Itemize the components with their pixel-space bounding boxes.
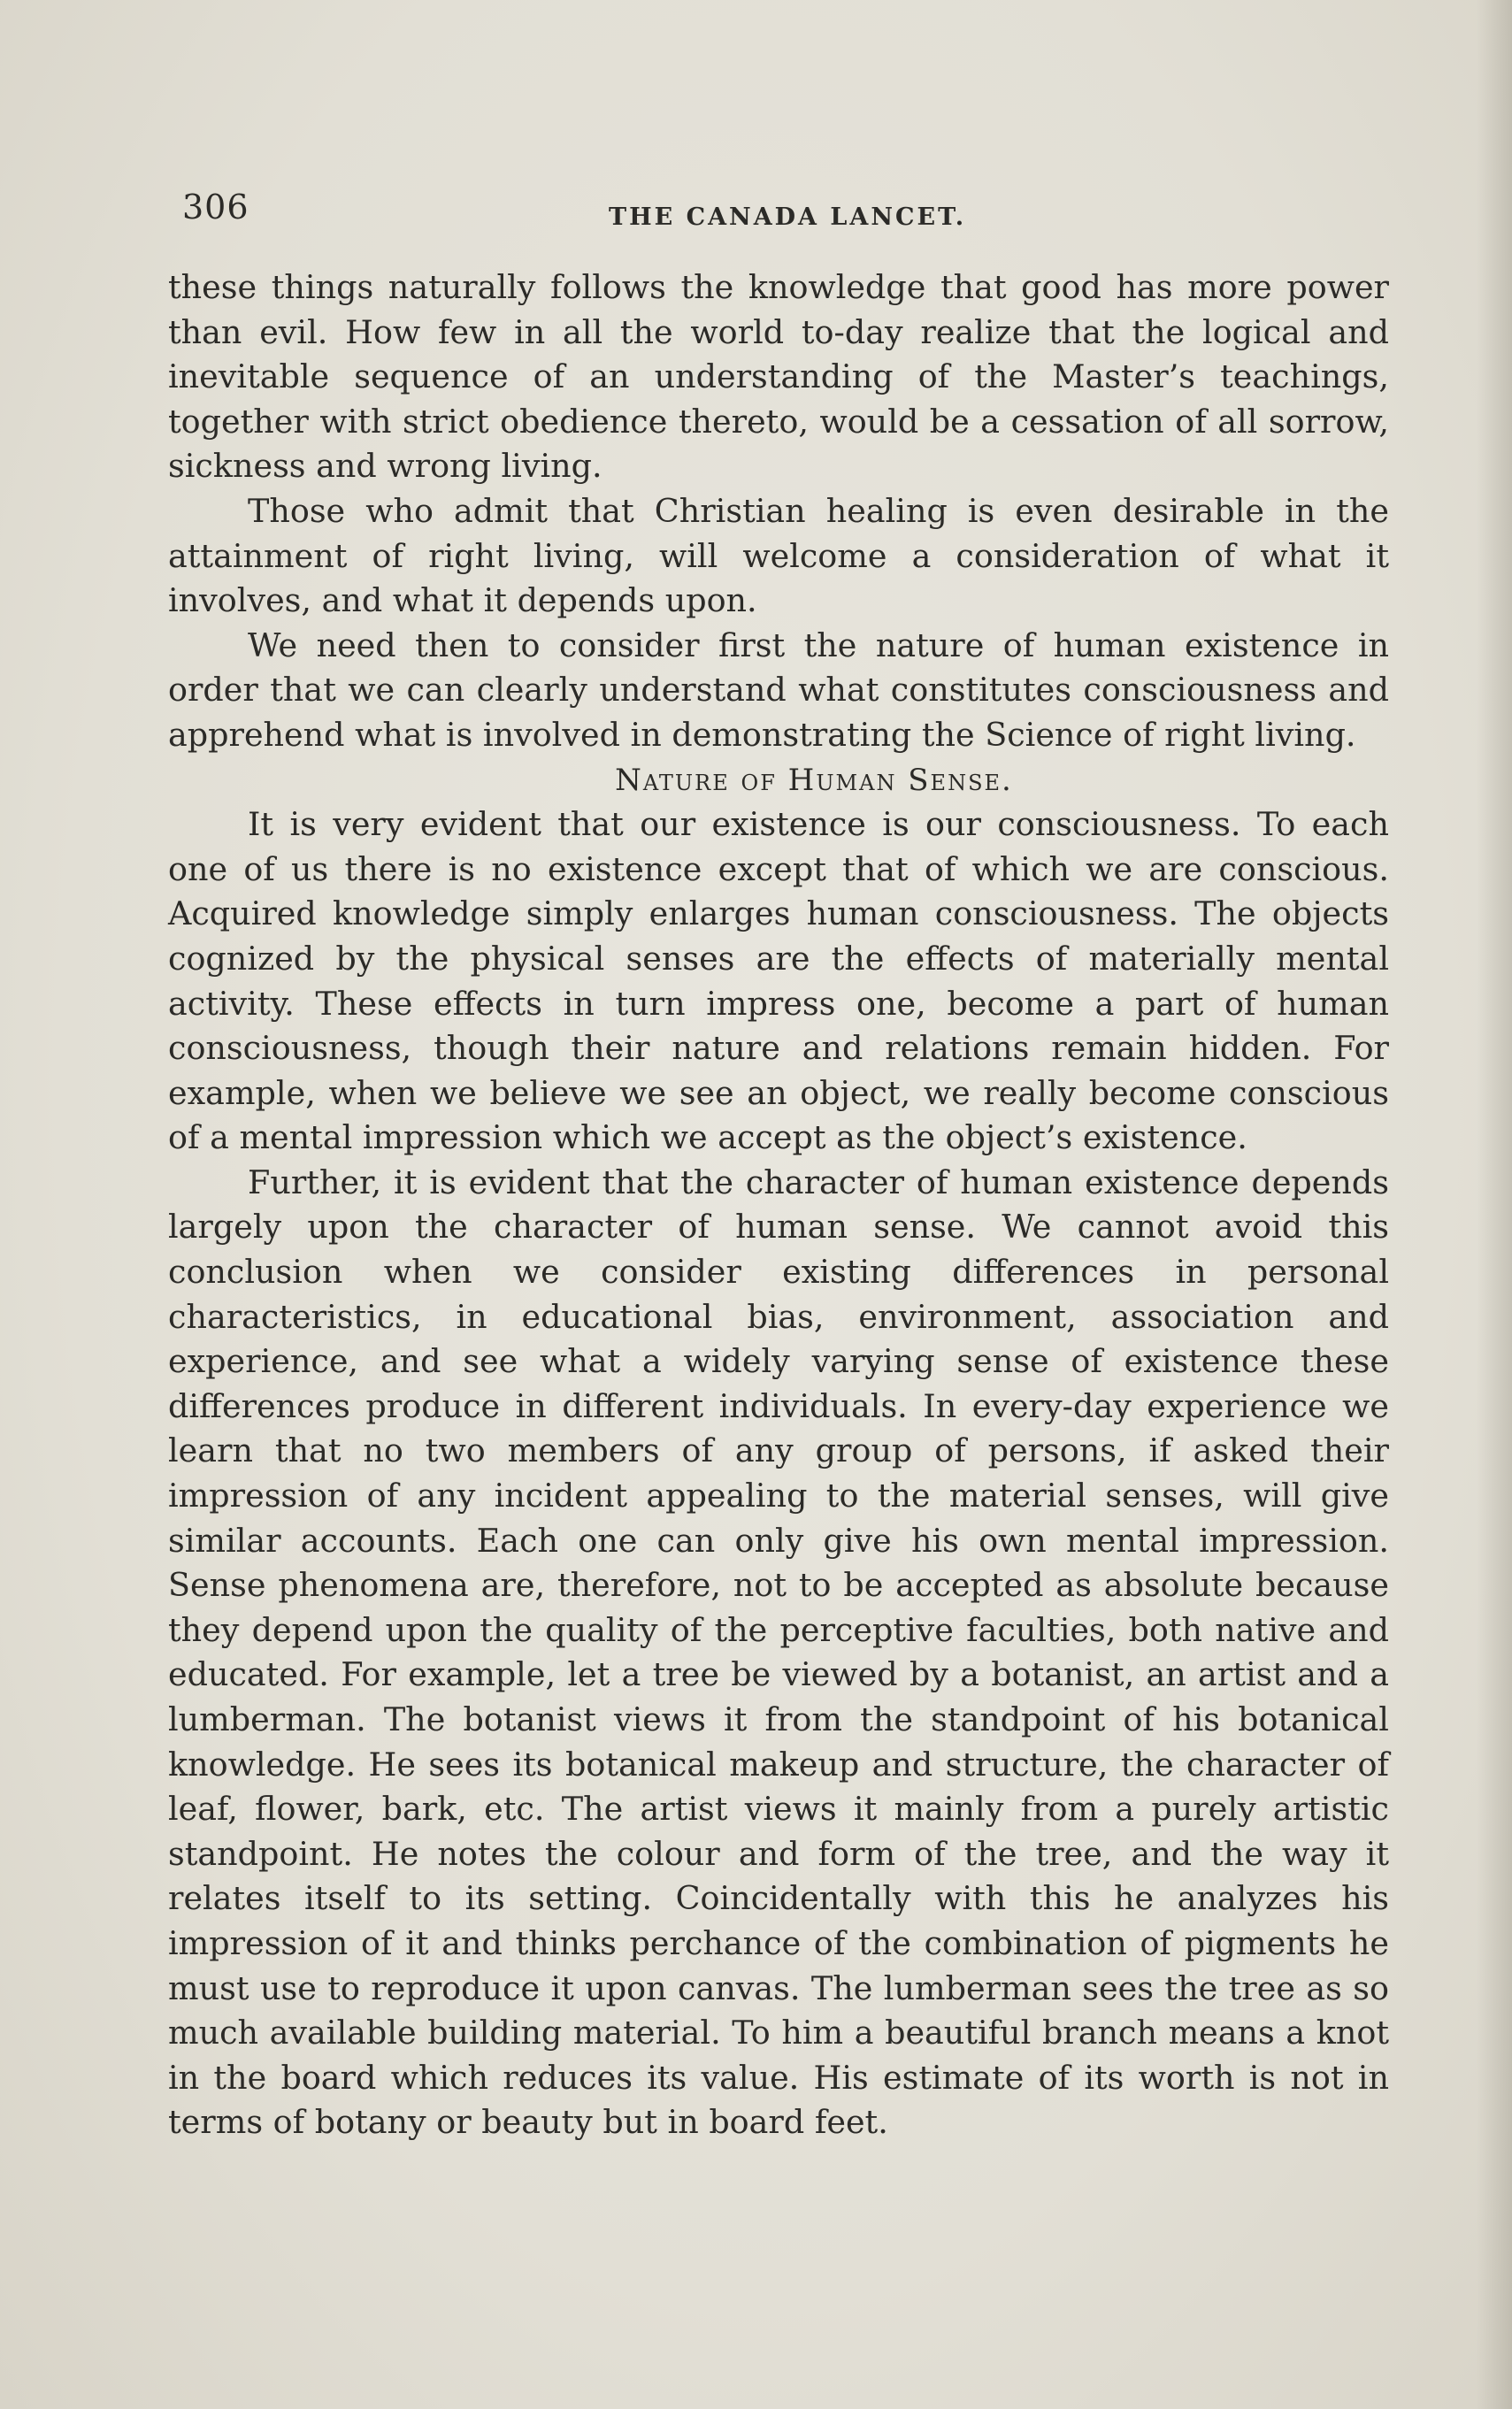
paragraph-consciousness: It is very evident that our existence is our consciousness. To each one of us there is no existence except that of which we are conscious. Acquired knowledge simply enlarges human consciousness. The objects cognized by the physical senses are the effects of materially mental activity. These effects in turn impress one, become a part of human consciousness, though their nature and relations remain hidden. For example, when we believe we see an object, we really become conscious of a mental impression which we accept as the object’s existence. [168,805,1389,1157]
page-number: 306 [182,188,249,226]
page-edge-shadow [1477,0,1512,2409]
section-title: Nature of Human Sense. [615,762,1013,798]
paragraph-nature-of-existence: We need then to consider first the nature of human existence in order that we can clearly understand what constitutes consciousness and apprehend what is involved in demonstrating the Science of right living. [168,625,1389,754]
paragraph-continuation: these things naturally follows the knowledge that good has more power than evil. How few in all the world to-day realize that the logical and inevitable sequence of an understanding of the Master’s teachings, together with strict obedience thereto, would be a cessation of all sorrow, sickness and wrong living. [168,268,1389,486]
paragraph-christian-healing: Those who admit that Christian healing is even desirable in the attainment of right living, will welcome a consideration of what it involves, and what it depends upon. [168,491,1389,620]
paragraph-human-sense: Further, it is evident that the character of human existence depends largely upon the character of human sense. We cannot avoid this conclusion when we consider existing differences in personal characteristics, in educational bias, environment, association and experience, and see what a widely varying sense of existence these differences produce in different individuals. In every-day experience we learn that no two members of any group of persons, if asked their impression of any incident appealing to the material senses, will give similar accounts. Each one can only give his own mental impression. Sense phenomena are, therefore, not to be accepted as absolute because they depend upon the quality of the perceptive faculties, both native and educated. For example, let a tree be viewed by a botanist, an artist and a lumberman. The botanist views it from the standpoint of his botanical knowledge. He sees its botanical makeup and structure, the character of leaf, flower, bark, etc. The artist views it mainly from a purely artistic standpoint. He notes the colour and form of the tree, and the way it relates itself to its setting. Coincidentally with this he analyzes his impression of it and thinks perchance of the combination of pigments he must use to reproduce it upon canvas. The lumberman sees the tree as so much available building material. To him a beautiful branch means a knot in the board which reduces its value. His estimate of its worth is not in terms of botany or beauty but in board feet. [168,1162,1389,2142]
running-head: THE CANADA LANCET. [609,203,967,231]
body-text [168,265,1389,2145]
